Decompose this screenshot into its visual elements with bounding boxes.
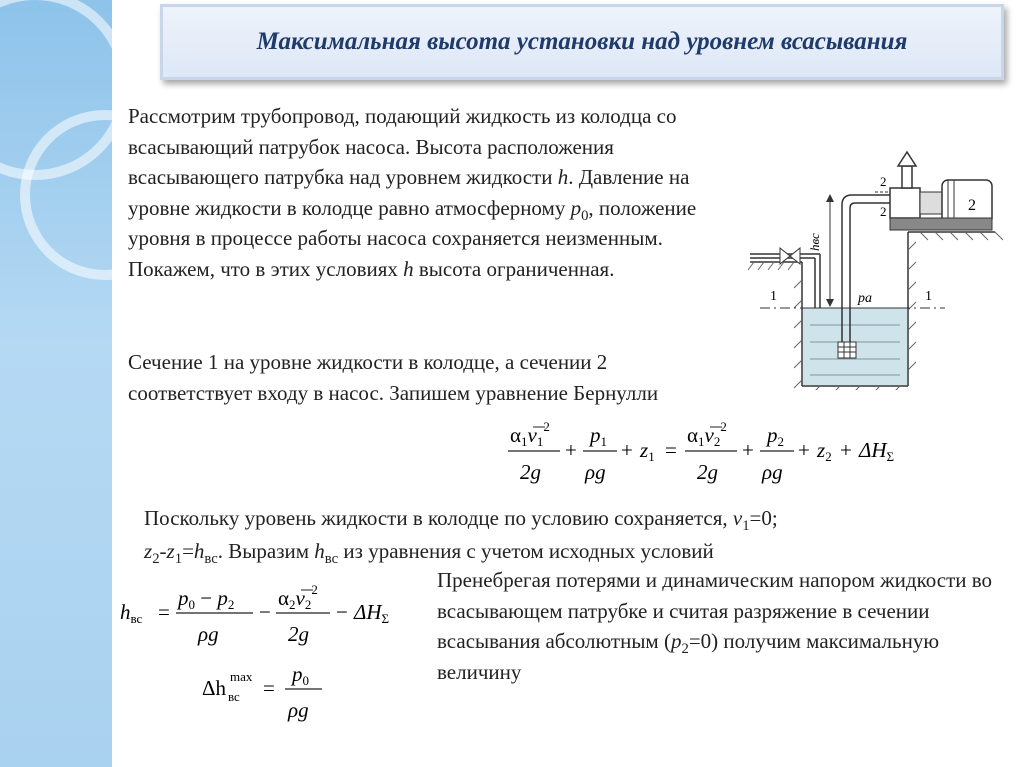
symbol-hvs: h xyxy=(314,539,325,563)
svg-text:=: = xyxy=(158,600,170,624)
text-run: = xyxy=(182,539,194,563)
intro-paragraph xyxy=(128,101,728,284)
outlet-arrow-icon xyxy=(898,152,916,166)
svg-text:ΔHΣ: ΔHΣ xyxy=(354,600,390,626)
section-2-label: 2 xyxy=(880,174,887,189)
section-paragraph: Сечение 1 на уровне жидкости в колодце, а сечении 2 соответствует входу в насос. Запишем уравнение Бернулли xyxy=(128,350,659,405)
subscript: вс xyxy=(204,551,218,568)
strainer xyxy=(838,342,856,358)
svg-text:=: = xyxy=(665,438,677,462)
svg-text:z1: z1 xyxy=(640,438,655,464)
svg-text:p0 − p2: p0 − p2 xyxy=(178,586,235,612)
text-run: . Давление на уровне жидкости в колодце равно атмосферному xyxy=(128,165,690,220)
subscript: 0 xyxy=(581,207,589,224)
pump-mark: 2 xyxy=(968,197,976,214)
svg-text:α1v12: $\alpha 1v1^2$ xyxy=(510,419,550,449)
symbol-h: h xyxy=(403,256,414,281)
svg-text:2g: 2g xyxy=(697,460,718,484)
svg-text:2g: 2g xyxy=(520,460,541,484)
section-1-label: 1 xyxy=(770,289,777,304)
svg-text:вс: вс xyxy=(228,689,240,704)
svg-text:ΔHΣ: ΔHΣ xyxy=(859,438,895,464)
title-banner xyxy=(160,4,1004,80)
subscript: 1 xyxy=(174,551,183,568)
svg-text:2g: 2g xyxy=(288,622,309,646)
text-run: - xyxy=(159,539,167,563)
text-run: высота ограниченная. xyxy=(413,256,615,281)
symbol-hvs: h xyxy=(193,539,205,563)
svg-text:+: + xyxy=(621,438,633,462)
svg-text:=: = xyxy=(263,676,275,700)
svg-text:+: + xyxy=(742,438,754,462)
subscript: 2 xyxy=(152,551,160,568)
section-2-label: 2 xyxy=(880,204,887,219)
svg-text:z2: z2 xyxy=(817,438,832,464)
svg-text:ρg: ρg xyxy=(762,460,783,484)
pressure-label: pa xyxy=(858,291,872,306)
svg-text:+: + xyxy=(798,438,810,462)
svg-text:max: max xyxy=(230,669,253,684)
pump-diagram xyxy=(740,150,1005,390)
svg-text:+: + xyxy=(565,438,577,462)
text-run: , положение уровня в процессе работы насоса сохраняется неизменным. Покажем, что в этих условиях xyxy=(128,195,697,281)
svg-text:ρg: ρg xyxy=(288,698,309,722)
pump-body xyxy=(890,188,920,218)
text-run: . Выразим xyxy=(217,539,315,563)
symbol-z2: z xyxy=(144,539,153,563)
text-run: Пренебрегая потерями и динамическим напором жидкости во всасывающем патрубке и считая разряжение в сечении всасывания абсолютным ( xyxy=(437,568,993,653)
symbol-v1: v xyxy=(732,506,743,530)
svg-text:Δh: Δh xyxy=(202,676,227,700)
section-1-label: 1 xyxy=(925,289,932,304)
condition-paragraph xyxy=(144,502,944,568)
svg-text:α2v22: $\alpha 2v2^2$ xyxy=(278,582,318,612)
svg-text:α1v22: $\alpha 1v2^2$ xyxy=(687,419,727,449)
hvs-formula xyxy=(118,575,418,650)
symbol-p2: p xyxy=(670,629,682,653)
text-run: Рассмотрим трубопровод, подающий жидкость из колодца со всасывающий патрубок насоса. Высота расположения всасывающего патрубка над уровнем жидкости xyxy=(128,104,677,189)
text-run: =0; xyxy=(749,506,778,530)
svg-text:hвс: hвс xyxy=(120,600,143,626)
text-run: =0) получим максимальную величину xyxy=(437,629,940,684)
conclusion-paragraph xyxy=(437,565,997,687)
svg-text:p2: p2 xyxy=(767,423,784,449)
page-title: Максимальная высота установки над уровнем всасывания xyxy=(256,28,908,55)
symbol-p0: p xyxy=(570,195,582,220)
symbol-h: h xyxy=(557,165,569,189)
svg-text:−: − xyxy=(259,600,271,624)
text-run: Поскольку уровень жидкости в колодце по условию сохраняется, xyxy=(144,506,733,530)
svg-text:+: + xyxy=(840,438,852,462)
svg-text:−: − xyxy=(336,600,348,624)
dh-max-formula xyxy=(200,655,340,730)
symbol-z1: z xyxy=(166,539,175,563)
bernoulli-equation xyxy=(505,415,925,490)
subscript: 1 xyxy=(742,518,750,535)
svg-text:ρg: ρg xyxy=(585,460,606,484)
subscript: 2 xyxy=(681,641,689,658)
svg-text:p1: p1 xyxy=(590,423,607,449)
text-run: из уравнения с учетом исходных условий xyxy=(338,539,714,563)
height-label: hвс xyxy=(807,233,822,251)
motor xyxy=(942,180,992,224)
decorative-sidebar xyxy=(0,0,112,767)
svg-text:ρg: ρg xyxy=(198,622,219,646)
svg-text:p0: p0 xyxy=(292,662,309,688)
subscript: вс xyxy=(324,551,339,568)
